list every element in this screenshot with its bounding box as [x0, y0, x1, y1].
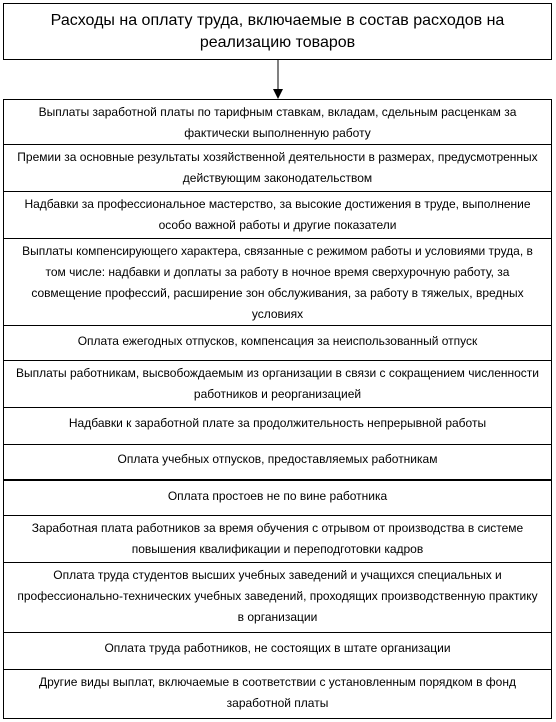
- list-item-text: Выплаты заработной платы по тарифным ставкам, вкладам, сдельным расценкам за фактически выполненную работу: [38, 105, 517, 140]
- diagram-title: Расходы на оплату труда, включаемые в состав расходов на реализацию товаров: [50, 11, 505, 51]
- list-item: [4, 361, 551, 407]
- list-item-text: Заработная плата работников за время обучения с отрывом от производства в системе повышения квалификации и переподготовки кадров: [31, 521, 524, 556]
- list-item-text: Выплаты компенсирующего характера, связанные с режимом работы и условиями труда, в том числе: надбавки и доплаты за работу в ночное время сверхурочную работу, за совмещение профессий, расширение зон обслуживания, за работу в тяжелых, вредных условиях: [22, 244, 533, 321]
- list-item: [4, 100, 551, 144]
- diagram-title-box: [3, 3, 552, 60]
- list-item-text: Другие виды выплат, включаемые в соответствии с установленным порядком в фонд заработной платы: [39, 675, 516, 710]
- list-item: [4, 516, 551, 562]
- list-item: [4, 445, 551, 479]
- list-item: [4, 670, 551, 718]
- list-item: [4, 408, 551, 444]
- list-item-text: Надбавки к заработной плате за продолжительность непрерывной работы: [68, 416, 487, 430]
- list-item-text: Выплаты работникам, высвобождаемым из организации в связи с сокращением численности работников и реорганизацией: [16, 366, 539, 401]
- list-item: [4, 481, 551, 515]
- list-item-text: Оплата труда работников, не состоящих в штате организации: [104, 641, 451, 655]
- list-item-text: Оплата труда студентов высших учебных заведений и учащихся специальных и профессионально-технических учебных заведений, проходящих производственную практику в организации: [17, 568, 538, 624]
- list-item-text: Оплата простоев не по вине работника: [167, 489, 388, 503]
- list-item: [4, 192, 551, 238]
- down-arrow-icon: [268, 60, 288, 99]
- list-item-text: Надбавки за профессиональное мастерство, за высокие достижения в труде, выполнение особо важной работы и другие показатели: [24, 197, 531, 232]
- list-item: [4, 145, 551, 191]
- list-item-text: Премии за основные результаты хозяйственной деятельности в размерах, предусмотренных действующим законодательством: [17, 150, 538, 185]
- list-item: [4, 326, 551, 360]
- list-item: [4, 563, 551, 632]
- expense-items-list: [3, 99, 552, 719]
- list-item-text: Оплата ежегодных отпусков, компенсация за неиспользованный отпуск: [77, 334, 478, 348]
- list-item: [4, 633, 551, 669]
- list-item-text: Оплата учебных отпусков, предоставляемых работникам: [117, 452, 438, 466]
- list-item: [4, 239, 551, 325]
